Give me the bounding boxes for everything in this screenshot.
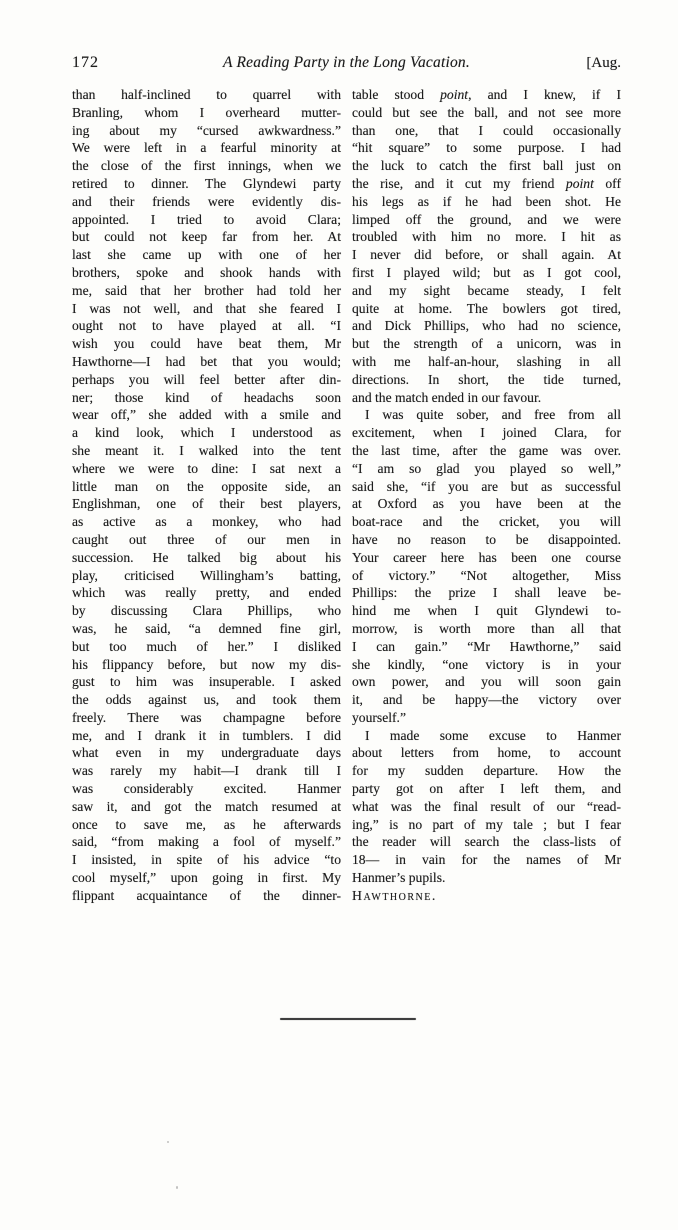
text-line: and my sight became steady, I felt — [352, 282, 621, 298]
text-line: I never did before, or shall again. At — [352, 247, 621, 263]
text-columns — [72, 86, 621, 905]
text-line: freely. There was champagne before — [72, 709, 341, 725]
text-line: Branling, whom I overheard mutter- — [72, 104, 341, 120]
text-line: was considerably excited. Hanmer — [72, 781, 341, 797]
text-line: ought not to have played at all. “I — [72, 318, 341, 334]
text-line: quite at home. The bowlers got tired, — [352, 300, 621, 316]
text-line: what even in my undergraduate days — [72, 745, 341, 761]
text-line: where we were to dine: I sat next a — [72, 460, 341, 476]
text-line: cool myself,” upon going in first. My — [72, 870, 341, 886]
text-line: me, said that her brother had told her — [72, 282, 341, 298]
text-line: with me half-an-hour, slashing in all — [352, 353, 621, 369]
text-line: morrow, is worth more than all that — [352, 620, 621, 636]
text-line: Hanmer’s pupils. — [352, 870, 446, 886]
text-line: than one, that I could occasionally — [352, 122, 621, 138]
text-line: the odds against us, and took them — [72, 692, 341, 708]
text-line: the reader will search the class-lists of — [352, 834, 621, 850]
text-line: what was the final result of our “read- — [352, 798, 621, 814]
paragraph — [352, 406, 621, 726]
text-line: retired to dinner. The Glyndewi party — [72, 175, 341, 191]
text-line: “hit square” to some purpose. I had — [352, 140, 621, 156]
scan-speck — [176, 1186, 178, 1189]
text-line: about letters from home, to account — [352, 745, 621, 761]
text-line: his legs as if he had been shot. He — [352, 193, 621, 209]
text-line: flippant acquaintance of the dinner- — [72, 887, 341, 903]
text-line: We were left in a fearful minority at — [72, 140, 341, 156]
text-line: ing,” is no part of my tale ; but I fear — [352, 816, 621, 832]
author-signature: Hawthorne. — [352, 887, 437, 903]
column-left — [72, 86, 341, 905]
text-line: ner; those kind of headachs soon — [72, 389, 341, 405]
text-line: but the strength of a unicorn, was in — [352, 336, 621, 352]
scan-speck — [167, 1141, 169, 1143]
text-line: last she came up with one of her — [72, 247, 341, 263]
text-line: Hawthorne—I had bet that you would; — [72, 353, 341, 369]
text-line: table stood point, and I knew, if I — [352, 87, 621, 102]
text-line: ing about my “cursed awkwardness.” — [72, 122, 341, 138]
text-line: she kindly, “one victory is in your — [352, 656, 621, 672]
paragraph — [352, 86, 621, 406]
text-line: saw it, and got the match resumed at — [72, 798, 341, 814]
text-line: hind me when I quit Glyndewi to- — [352, 603, 621, 619]
text-line: first I played wild; but as I got cool, — [352, 264, 621, 280]
text-line: she meant it. I walked into the tent — [72, 442, 341, 458]
text-line: caught out three of our men in — [72, 531, 341, 547]
text-line: but too much of her.” I disliked — [72, 638, 341, 654]
text-line: but could not keep far from her. At — [72, 229, 341, 245]
text-line: Your career here has been one course — [352, 549, 621, 565]
text-line: troubled with him no more. I hit as — [352, 229, 621, 245]
page-header — [72, 54, 621, 72]
text-line: and Dick Phillips, who had no science, — [352, 318, 621, 334]
text-line: I made some excuse to Hanmer — [365, 727, 621, 743]
running-title: A Reading Party in the Long Vacation. — [223, 54, 470, 71]
text-line: which was really pretty, and ended — [72, 585, 341, 601]
text-line: once to save me, as he afterwards — [72, 816, 341, 832]
text-line: said, “from making a fool of myself.” — [72, 834, 341, 850]
text-line: as active as a monkey, who had — [72, 514, 341, 530]
section-divider — [280, 1018, 416, 1020]
column-right — [352, 86, 621, 905]
text-line: have no reason to be disappointed. — [352, 531, 621, 547]
text-line: me, and I drank it in tumblers. I did — [72, 727, 341, 743]
text-line: party got on after I left them, and — [352, 781, 621, 797]
text-line: wish you could have beat them, Mr — [72, 336, 341, 352]
paragraph — [72, 86, 341, 905]
text-line: 18— in vain for the names of Mr — [352, 852, 621, 868]
text-line: “I am so glad you played so well,” — [352, 460, 621, 476]
text-line: Phillips: the prize I shall leave be- — [352, 585, 621, 601]
text-line: of victory.” “Not altogether, Miss — [352, 567, 621, 583]
text-line: the close of the first innings, when we — [72, 158, 341, 174]
text-line: play, criticised Willingham’s batting, — [72, 567, 341, 583]
text-line: I insisted, in spite of his advice “to — [72, 852, 341, 868]
text-line: succession. He talked big about his — [72, 549, 341, 565]
text-line: yourself.” — [352, 709, 406, 725]
text-line: wear off,” she added with a smile and — [72, 407, 341, 423]
text-line: a kind look, which I understood as — [72, 425, 341, 441]
text-line: appointed. I tried to avoid Clara; — [72, 211, 341, 227]
text-line: perhaps you will feel better after din- — [72, 371, 341, 387]
text-line: excitement, when I joined Clara, for — [352, 425, 621, 441]
text-line: the rise, and it cut my friend point off — [352, 175, 621, 191]
text-line: brothers, spoke and shook hands with — [72, 264, 341, 280]
text-line: and their friends were evidently dis- — [72, 193, 341, 209]
text-line: was rarely my habit—I drank till I — [72, 763, 341, 779]
text-line: little man on the opposite side, an — [72, 478, 341, 494]
text-line: than half-inclined to quarrel with — [72, 87, 341, 102]
text-line: directions. In short, the tide turned, — [352, 371, 621, 387]
text-line: for my sudden departure. How the — [352, 763, 621, 779]
text-line: limped off the ground, and we were — [352, 211, 621, 227]
text-line: it, and be happy—the victory over — [352, 692, 621, 708]
page-number: 172 — [72, 54, 99, 71]
text-line: the last time, after the game was over. — [352, 442, 621, 458]
text-line: I was not well, and that she feared I — [72, 300, 341, 316]
paragraph — [352, 727, 621, 887]
text-line: gust to him was insuperable. I asked — [72, 674, 341, 690]
text-line: and the match ended in our favour. — [352, 389, 542, 405]
text-line: said she, “if you are but as successful — [352, 478, 621, 494]
text-line: boat-race and the cricket, you will — [352, 514, 621, 530]
text-line: by discussing Clara Phillips, who — [72, 603, 341, 619]
text-line: at Oxford as you have been at the — [352, 496, 621, 512]
text-line: I was quite sober, and free from all — [365, 407, 621, 423]
text-line: his flippancy before, but now my dis- — [72, 656, 341, 672]
text-line: own power, and you will soon gain — [352, 674, 621, 690]
text-line: was, he said, “a demned fine girl, — [72, 620, 341, 636]
text-line: I can gain.” “Mr Hawthorne,” said — [352, 638, 621, 654]
text-line: the luck to catch the first ball just on — [352, 158, 621, 174]
text-line: could but see the ball, and not see more — [352, 104, 621, 120]
issue-month-label: [Aug. — [586, 55, 621, 71]
text-line: Englishman, one of their best players, — [72, 496, 341, 512]
